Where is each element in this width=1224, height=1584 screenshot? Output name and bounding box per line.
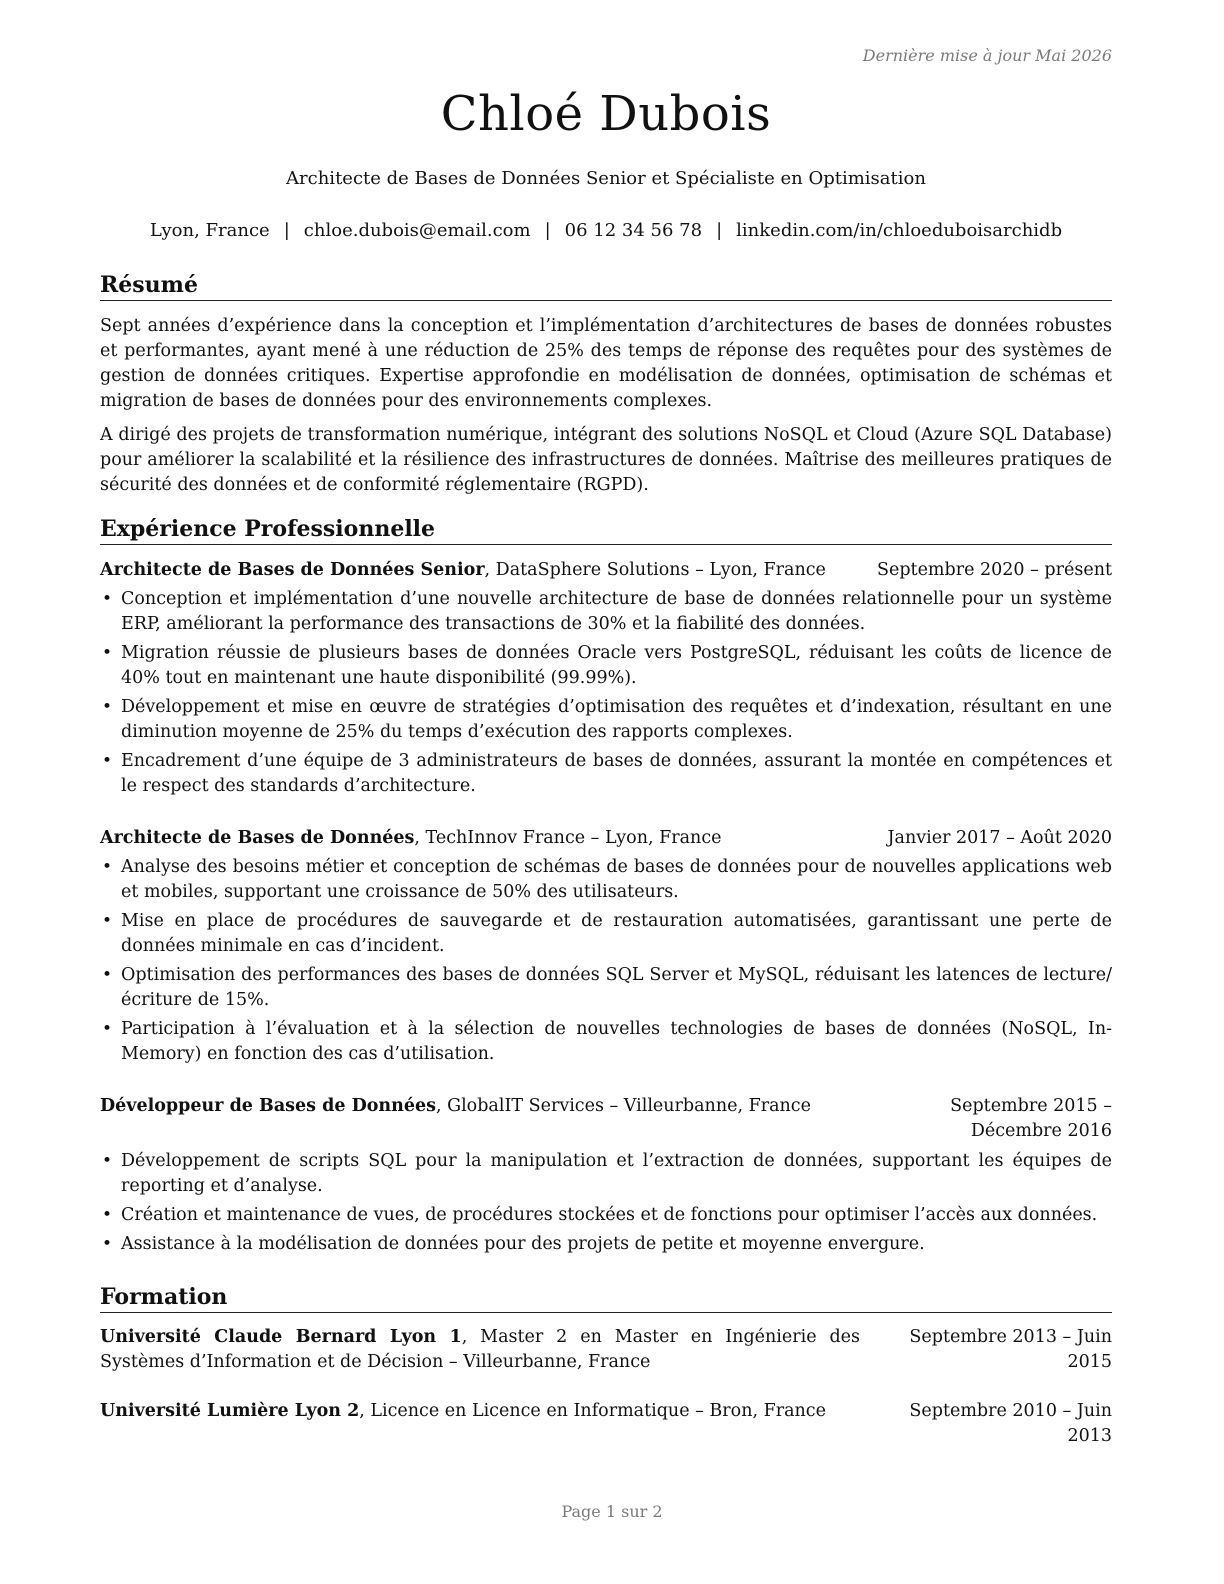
candidate-name: Chloé Dubois [440, 86, 772, 142]
list-item: • Conception et implémentation d’une nouvelle architecture de base de données relationnelle pour un système ERP, améliorant la performance des transactions de 30% et la fiabilité des données. [100, 587, 1112, 637]
job-bullets [100, 855, 1112, 1071]
job-role: Développeur de Bases de Données [100, 1096, 436, 1116]
education-dates: Septembre 2013 – Juin 2015 [909, 1327, 1112, 1372]
list-item: • Analyse des besoins métier et conception de schémas de bases de données pour de nouvelles applications web et mobiles, supportant une croissance de 50% des utilisateurs. [100, 855, 1112, 905]
contact-location: Lyon, France [149, 220, 270, 241]
list-item: • Optimisation des performances des bases de données SQL Server et MySQL, réduisant les latences de lecture/écriture de 15%. [100, 963, 1112, 1013]
summary-paragraph: A dirigé des projets de transformation numérique, intégrant des solutions NoSQL et Cloud (Azure SQL Database) pour améliorer la scalabilité et la résilience des infrastructures de données. Maîtrise des meilleures pratiques de sécurité des données et de conformité réglementaire (RGPD). [100, 425, 1112, 495]
job-company: , DataSphere Solutions – Lyon, France [484, 560, 826, 580]
list-item: • Création et maintenance de vues, de procédures stockées et de fonctions pour optimiser l’accès aux données. [100, 1203, 1112, 1228]
list-item: • Développement de scripts SQL pour la manipulation et l’extraction de données, supportant les équipes de reporting et d’analyse. [100, 1149, 1112, 1199]
job-bullets [100, 1149, 1112, 1261]
job-company: , GlobalIT Services – Villeurbanne, France [435, 1096, 811, 1116]
job-dates: Janvier 2017 – Août 2020 [887, 828, 1112, 848]
list-item: • Assistance à la modélisation de données pour des projets de petite et moyenne envergure. [100, 1232, 1112, 1257]
job-bullets [100, 587, 1112, 803]
tagline: Architecte de Bases de Données Senior et Spécialiste en Optimisation [286, 168, 926, 189]
list-item: • Mise en place de procédures de sauvegarde et de restauration automatisées, garantissant une perte de données minimale en cas d’incident. [100, 909, 1112, 959]
summary-paragraph: Sept années d’expérience dans la conception et l’implémentation d’architectures de bases de données robustes et performantes, ayant mené à une réduction de 25% des temps de réponse des requêtes pour des systèmes de gestion de données critiques. Expertise approfondie en modélisation de données, optimisation de schémas et migration de bases de données pour des environnements complexes. [100, 316, 1112, 411]
page-number: Page 1 sur 2 [561, 1502, 663, 1521]
contact-separator: | [716, 220, 723, 241]
job-dates: Septembre 2015 – Décembre 2016 [950, 1096, 1112, 1141]
contact-email[interactable]: chloe.dubois@email.com [303, 220, 531, 241]
education-detail: , Master 2 en Master en Ingénierie des Systèmes d’Information et de Décision – Villeurbanne, France [100, 1327, 861, 1372]
section-title-experience: Expérience Professionnelle [100, 516, 1112, 545]
job-dates: Septembre 2020 – présent [877, 560, 1112, 580]
job-role: Architecte de Bases de Données Senior [100, 560, 485, 580]
education-dates: Septembre 2010 – Juin 2013 [909, 1401, 1112, 1446]
education-school: Université Lumière Lyon 2 [100, 1401, 360, 1421]
education-detail: , Licence en Licence en Informatique – Bron, France [359, 1401, 826, 1421]
list-item: • Développement et mise en œuvre de stratégies d’optimisation des requêtes et d’indexation, résultant en une diminution moyenne de 25% du temps d’exécution des rapports complexes. [100, 695, 1112, 745]
section-title-summary: Résumé [100, 272, 1112, 301]
contact-linkedin[interactable]: linkedin.com/in/chloeduboisarchidb [736, 220, 1063, 241]
list-item: • Encadrement d’une équipe de 3 administrateurs de bases de données, assurant la montée en compétences et le respect des standards d’architecture. [100, 749, 1112, 799]
contact-separator: | [544, 220, 551, 241]
contact-line [100, 220, 1112, 241]
section-title-education: Formation [100, 1284, 1112, 1313]
education-school: Université Claude Bernard Lyon 1 [100, 1327, 462, 1347]
contact-separator: | [283, 220, 290, 241]
job-company: , TechInnov France – Lyon, France [414, 828, 722, 848]
contact-phone: 06 12 34 56 78 [564, 220, 703, 241]
list-item: • Migration réussie de plusieurs bases de données Oracle vers PostgreSQL, réduisant les coûts de licence de 40% tout en maintenant une haute disponibilité (99.99%). [100, 641, 1112, 691]
last-updated: Dernière mise à jour Mai 2026 [862, 46, 1112, 65]
job-role: Architecte de Bases de Données [100, 828, 415, 848]
list-item: • Participation à l’évaluation et à la sélection de nouvelles technologies de bases de données (NoSQL, In-Memory) en fonction des cas d’utilisation. [100, 1017, 1112, 1067]
